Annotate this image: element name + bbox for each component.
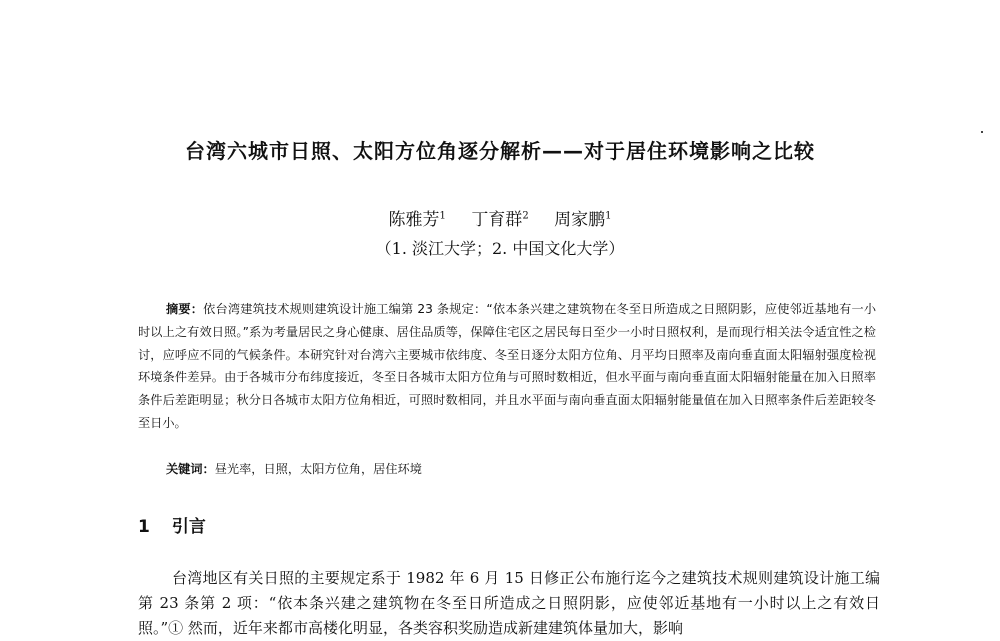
abstract-text: 依台湾建筑技术规则建筑设计施工编第 23 条规定：“依本条兴建之建筑物在冬至日所造成之日照阴影，应使邻近基地有一小时以上之有效日照。”系为考量居民之身心健康、居住品质等，保障住宅区之居民每日至少一小时日照权利，是而现行相关法令适宜性之检讨，应呼应不同的气候条件。本研究针对台湾六主要城市依纬度、冬至日逐分太阳方位角、月平均日照率及南向垂直面太阳辐射强度检视环境条件差异。由于各城市分布纬度接近，冬至日各城市太阳方位角与可照时数相近，但水平面与南向垂直面太阳辐射能量在加入日照率条件后差距明显；秋分日各城市太阳方位角相近，可照时数相同，并且水平面与南向垂直面太阳辐射能量值在加入日照率条件后差距较冬至日小。 <box>138 302 877 430</box>
keywords-text: 昼光率，日照，太阳方位角，居住环境 <box>214 462 422 476</box>
author-affiliation-mark: 2 <box>522 210 529 222</box>
scan-speck <box>981 131 983 133</box>
body-paragraph: 台湾地区有关日照的主要规定系于 1982 年 6 月 15 日修正公布施行迄今之建筑技术规则建筑设计施工编第 23 条第 2 项：“依本条兴建之建筑物在冬至日所造成之日照阴影，应使邻近基地有一小时以上之有效日照。”① 然而，近年来都市高楼化明显，各类容积奖励造成新建建筑体量加大，影响 <box>138 569 880 637</box>
keywords <box>166 460 876 477</box>
author-name: 丁育群 <box>471 210 523 230</box>
affiliations: （1. 淡江大学；2. 中国文化大学） <box>375 239 625 258</box>
section-number: 1 <box>138 517 150 537</box>
author <box>389 210 446 230</box>
author-affiliation-mark: 1 <box>439 210 446 222</box>
section-heading <box>138 512 206 537</box>
abstract-label: 摘要： <box>166 302 204 316</box>
section-title: 引言 <box>171 517 206 537</box>
author-list <box>0 205 1000 230</box>
author-affiliation-mark: 1 <box>605 210 612 222</box>
author <box>554 210 611 230</box>
paper-title: 台湾六城市日照、太阳方位角逐分解析——对于居住环境影响之比较 <box>185 139 815 163</box>
author-name: 周家鹏 <box>554 210 606 230</box>
keywords-label: 关键词： <box>166 462 215 476</box>
abstract <box>138 298 876 435</box>
author-name: 陈雅芳 <box>388 210 440 230</box>
author <box>471 210 528 230</box>
